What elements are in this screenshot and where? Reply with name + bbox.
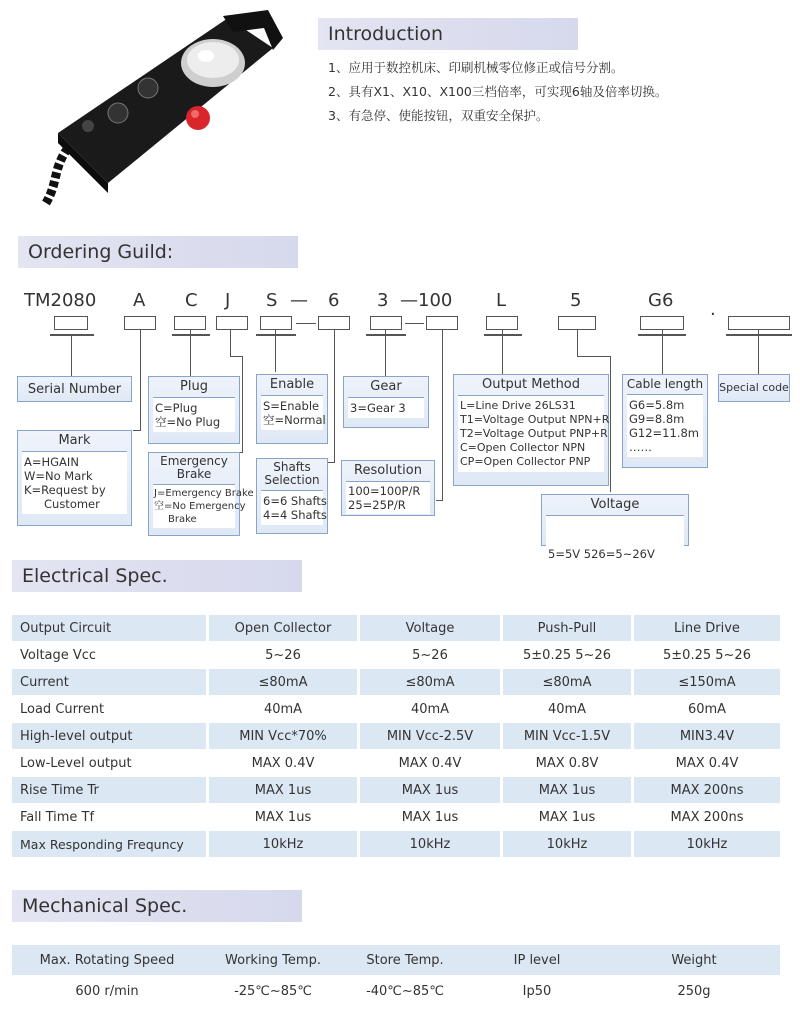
enable-box: Enable S=Enable 空=Normal — [256, 374, 328, 444]
mechanical-spec-table — [12, 944, 780, 1007]
code-box-series — [54, 316, 88, 330]
code-gear: 3 — [377, 290, 389, 311]
electrical-spec-table — [12, 614, 780, 858]
code-series: TM2080 — [24, 290, 97, 311]
voltage-box: Voltage 5=5V 526=5~26V — [541, 494, 689, 546]
code-output: L — [496, 290, 507, 311]
code-box-brake — [216, 316, 248, 330]
table-row: Output Circuit Open Collector Voltage Push-Pull Line Drive — [12, 615, 780, 641]
code-shafts: 6 — [328, 290, 340, 311]
gear-box: Gear 3=Gear 3 — [343, 376, 429, 428]
table-row: Load Current 40mA 40mA 40mA 60mA — [12, 696, 780, 722]
table-row: Max. Rotating Speed Working Temp. Store Temp. IP level Weight — [12, 945, 780, 975]
mechanical-title: Mechanical Spec. — [12, 890, 302, 922]
emergency-brake-box: Emergency Brake J=Emergency Brake 空=No Emergency Brake — [148, 452, 240, 536]
code-box-resolution — [426, 316, 458, 330]
cable-length-box: Cable length G6=5.8m G9=8.8m G12=11.8m …… — [622, 374, 708, 468]
code-enable: S — [266, 290, 278, 311]
code-voltage: 5 — [570, 290, 582, 311]
intro-title: Introduction — [318, 18, 578, 50]
special-code-box: Special code — [718, 374, 790, 402]
intro-line-3: 3、有急停、使能按钮，双重安全保护。 — [328, 108, 549, 123]
intro-line-1: 1、应用于数控机床、印刷机械零位修正或信号分割。 — [328, 60, 624, 75]
code-mark: A — [133, 290, 146, 311]
code-plug: C — [185, 290, 198, 311]
code-box-enable — [260, 316, 292, 330]
code-brake: J — [225, 290, 231, 311]
table-row: Current ≤80mA ≤80mA ≤80mA ≤150mA — [12, 669, 780, 695]
resolution-box: Resolution 100=100P/R 25=25P/R — [341, 460, 435, 516]
code-box-special — [728, 316, 790, 330]
plug-box: Plug C=Plug 空=No Plug — [148, 376, 240, 444]
code-box-cable — [640, 316, 684, 330]
product-image — [28, 8, 298, 208]
table-row: Max Responding Frequncy 10kHz 10kHz 10kHz 10kHz — [12, 831, 780, 857]
code-box-output — [486, 316, 518, 330]
table-row: Fall Time Tf MAX 1us MAX 1us MAX 1us MAX 200ns — [12, 804, 780, 830]
table-row: Rise Time Tr MAX 1us MAX 1us MAX 1us MAX 200ns — [12, 777, 780, 803]
electrical-title: Electrical Spec. — [12, 560, 302, 592]
output-method-box: Output Method L=Line Drive 26LS31 T1=Voltage Output NPN+R T2=Voltage Output PNP+R C=Open Collector NPN CP=Open Collector PNP — [453, 374, 609, 486]
code-box-plug — [174, 316, 206, 330]
serial-number-box: Serial Number — [17, 376, 132, 402]
ordering-title: Ordering Guild: — [18, 236, 298, 268]
code-box-gear — [370, 316, 402, 330]
code-cable: G6 — [648, 290, 674, 311]
code-resolution: —100 — [400, 290, 453, 311]
table-row: High-level output MIN Vcc*70% MIN Vcc-2.5V MIN Vcc-1.5V MIN3.4V — [12, 723, 780, 749]
table-row: 600 r/min -25℃~85℃ -40℃~85℃ Ip50 250g — [75, 983, 711, 999]
intro-line-2: 2、具有X1、X10、X100三档倍率，可实现6轴及倍率切换。 — [328, 84, 668, 99]
code-box-shafts — [318, 316, 350, 330]
code-dash-1: — — [290, 290, 308, 311]
table-row: Voltage Vcc 5~26 5~26 5±0.25 5~26 5±0.25 5~26 — [12, 642, 780, 668]
code-dot: · — [710, 304, 716, 325]
table-row: Low-Level output MAX 0.4V MAX 0.4V MAX 0.8V MAX 0.4V — [12, 750, 780, 776]
shafts-selection-box: Shafts Selection 6=6 Shafts 4=4 Shafts — [256, 458, 328, 534]
mark-box: Mark A=HGAIN W=No Mark K=Request by Customer — [17, 430, 132, 526]
code-box-mark — [124, 316, 156, 330]
code-box-voltage — [558, 316, 596, 330]
